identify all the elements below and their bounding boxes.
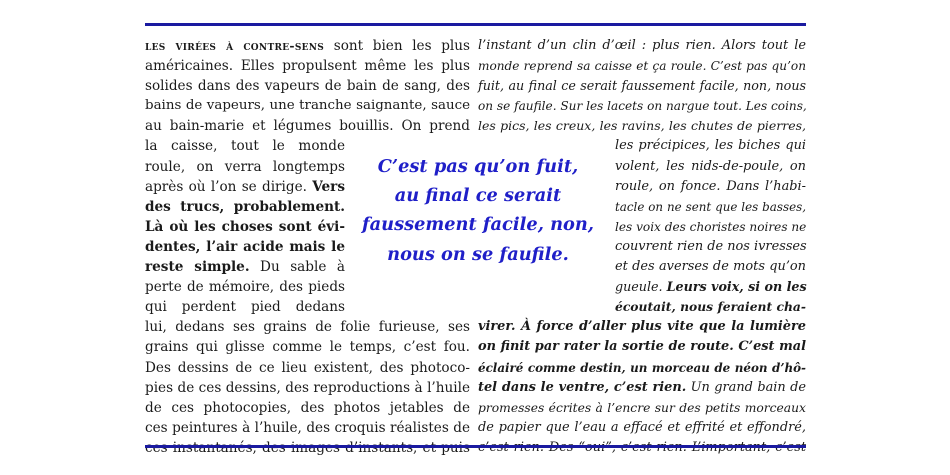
body-text: qui perdent pied dedans [145,299,345,316]
bold-text: tel dans le ventre, c’est rien. [478,379,687,395]
bold-text: virer. À force d’aller plus vite que la lumière [478,319,806,335]
text-line [145,237,345,257]
text-line [478,317,806,337]
text-line [478,116,806,136]
text-line [478,398,806,418]
text-line [145,277,345,297]
body-text: promesses écrites à l’encre sur des petits morceaux [478,400,806,415]
bold-text: Leurs voix, si on les [666,279,807,295]
text-line [478,36,806,56]
body-text: gueule. [615,279,667,295]
text-line [145,337,470,357]
bold-text: Vers [312,178,345,195]
body-text: Des dessins de ce lieu existent, des photoco- [145,359,470,376]
text-line [145,76,470,96]
text-line [478,96,806,116]
body-text: perte de mémoire, des pieds [145,279,345,296]
text-line [145,136,345,156]
text-line [615,217,806,237]
pull-quote-line: au final ce serait [394,185,562,207]
body-text: roule, on verra longtemps [145,158,345,175]
text-line [145,157,345,177]
body-text: la caisse, tout le monde [145,138,345,155]
text-line [145,116,470,136]
text-line [615,177,806,197]
text-line [615,197,806,217]
text-line [145,36,470,56]
bold-text: des trucs, probablement. [145,198,345,215]
text-line [145,217,345,237]
text-line [478,337,806,357]
text-line [615,237,806,257]
body-text: roule, on fonce. Dans l’habi- [615,178,806,194]
pull-quote [355,152,601,269]
text-line [615,136,806,156]
body-text: après où l’on se dirige. [145,178,313,195]
body-text: fuit, au final ce serait faussement facile, non, nous [478,78,806,94]
text-line [145,96,470,116]
top-rule [145,23,806,26]
body-text: bains de vapeurs, une tranche saignante, sauce [145,98,470,114]
text-line [145,297,345,317]
body-text: sont bien les plus [324,38,470,54]
text-line [615,257,806,277]
bold-text: reste simple. [145,259,250,276]
pull-quote-line: nous on se faufile. [387,243,569,265]
text-line [478,76,806,96]
body-text: de ces photocopies, des photos jetables de [145,399,470,416]
text-line [615,277,806,297]
body-text: les précipices, les biches qui [615,138,806,154]
text-line [615,297,806,317]
body-text: américaines. Elles propulsent même les plus [145,58,470,75]
body-text: et des averses de mots qu’on [615,259,806,275]
bold-text: éclairé comme destin, un morceau de néon d’hô- [478,360,806,375]
bold-text: écoutait, nous feraient cha- [615,299,806,315]
text-line [145,378,470,398]
text-line [145,197,345,217]
lead-in-text: les virées à contre-sens [145,38,325,53]
bold-text: on finit par rater la sortie de route. C’est mal [478,339,806,355]
bottom-rule [145,445,806,448]
text-line [615,157,806,177]
text-line [145,418,470,438]
body-text: monde reprend sa caisse et ça roule. C’est pas qu’on [478,59,806,74]
text-line [145,56,470,76]
text-line [145,398,470,418]
text-line [478,378,806,398]
body-text: couvrent rien de nos ivresses [615,238,807,254]
body-text: lui, dedans ses grains de folie furieuse, ses [145,319,470,336]
body-text: Du sable à [249,259,345,276]
text-line [145,317,470,337]
pull-quote-line: faussement facile, non, [362,214,594,236]
body-text: les pics, les creux, les ravins, les chutes de pierres, [478,118,806,134]
body-text: on se faufile. Sur les lacets on nargue tout. Les coins, [478,99,807,114]
text-line [145,177,345,197]
body-text: Un grand bain de [686,379,806,395]
bold-text: Là où les choses sont évi- [145,218,345,235]
pull-quote-line: C’est pas qu’on fuit, [377,156,579,177]
body-text: pies de ces dessins, des reproductions à l’huile [145,379,470,396]
text-line [145,358,470,378]
body-text: solides dans des vapeurs de bain de sang, des [145,78,470,95]
body-text: de papier que l’eau a effacé et effrité et effondré, [478,419,806,435]
body-text: les voix des choristes noires ne [615,219,807,234]
bold-text: dentes, l’air acide mais le [145,238,345,255]
body-text: volent, les nids-de-poule, on [615,158,806,174]
text-line [145,257,345,277]
body-text: ces peintures à l’huile, des croquis réalistes de [145,419,470,436]
body-text: l’instant d’un clin d’œil : plus rien. Alors tout le [478,38,806,53]
text-line [478,56,806,76]
body-text: au bain-marie et légumes bouillis. On prend [145,118,470,135]
body-text: tacle on ne sent que les basses, [615,199,806,214]
text-line [478,358,806,378]
text-line [478,418,806,438]
body-text: grains qui glisse comme le temps, c’est fou. [145,339,470,356]
